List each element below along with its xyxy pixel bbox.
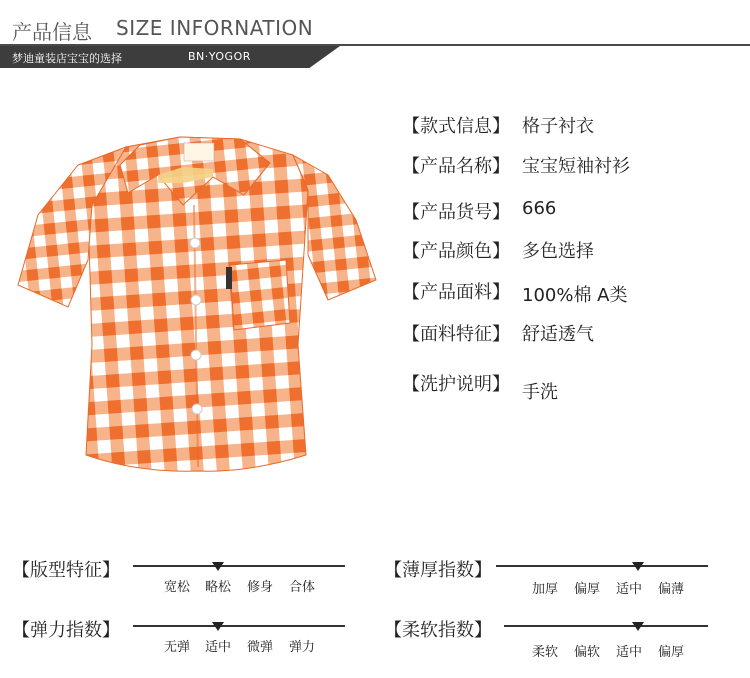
scale-option: 偏薄 xyxy=(658,582,685,597)
store-slogan: 梦迪童装店宝宝的选择 xyxy=(12,52,122,65)
spec-value: 宝宝短袖衬衫 xyxy=(522,156,630,177)
scale-marker xyxy=(212,562,224,571)
scale-line xyxy=(504,625,708,627)
scale-option: 弹力 xyxy=(289,640,316,655)
scale-option: 略松 xyxy=(205,580,232,595)
spec-label: 【洗护说明】 xyxy=(402,374,510,395)
scale-marker xyxy=(632,622,644,631)
spec-label: 【产品名称】 xyxy=(402,156,510,177)
scale-line xyxy=(133,625,345,627)
spec-label: 【产品颜色】 xyxy=(402,241,510,262)
orange-plaid-shirt-image xyxy=(8,95,380,505)
scale-option: 适中 xyxy=(616,582,643,597)
brand-name: BN·YOGOR xyxy=(188,50,251,63)
scale-option: 修身 xyxy=(247,580,274,595)
section-title-cn: 产品信息 xyxy=(12,20,92,44)
scale-label: 【弹力指数】 xyxy=(12,620,120,641)
spec-value: 格子衬衣 xyxy=(522,116,594,137)
spec-value: 100%棉 A类 xyxy=(522,285,628,306)
scale-line xyxy=(133,565,345,567)
scale-option: 加厚 xyxy=(532,582,559,597)
scale-marker xyxy=(632,562,644,571)
scale-option: 微弹 xyxy=(247,640,274,655)
spec-label: 【产品货号】 xyxy=(402,202,510,223)
scale-option: 偏厚 xyxy=(658,645,685,660)
scale-option: 偏软 xyxy=(574,645,601,660)
scale-option: 柔软 xyxy=(532,645,559,660)
spec-label: 【面料特征】 xyxy=(402,324,510,345)
spec-value: 多色选择 xyxy=(522,241,594,262)
scale-option: 宽松 xyxy=(164,580,191,595)
spec-value: 666 xyxy=(522,198,557,219)
scale-option: 合体 xyxy=(289,580,316,595)
spec-label: 【产品面料】 xyxy=(402,282,510,303)
scale-label: 【薄厚指数】 xyxy=(384,560,492,581)
scale-marker xyxy=(212,622,224,631)
scale-option: 无弹 xyxy=(164,640,191,655)
scale-option: 适中 xyxy=(616,645,643,660)
spec-label: 【款式信息】 xyxy=(402,116,510,137)
scale-label: 【版型特征】 xyxy=(12,560,120,581)
scale-line xyxy=(496,565,708,567)
header-divider xyxy=(0,44,750,46)
scale-option: 偏厚 xyxy=(574,582,601,597)
scale-option: 适中 xyxy=(205,640,232,655)
spec-value: 舒适透气 xyxy=(522,324,594,345)
scale-label: 【柔软指数】 xyxy=(384,620,492,641)
section-title-en: SIZE INFORNATION xyxy=(116,16,314,40)
spec-value: 手洗 xyxy=(522,382,558,403)
